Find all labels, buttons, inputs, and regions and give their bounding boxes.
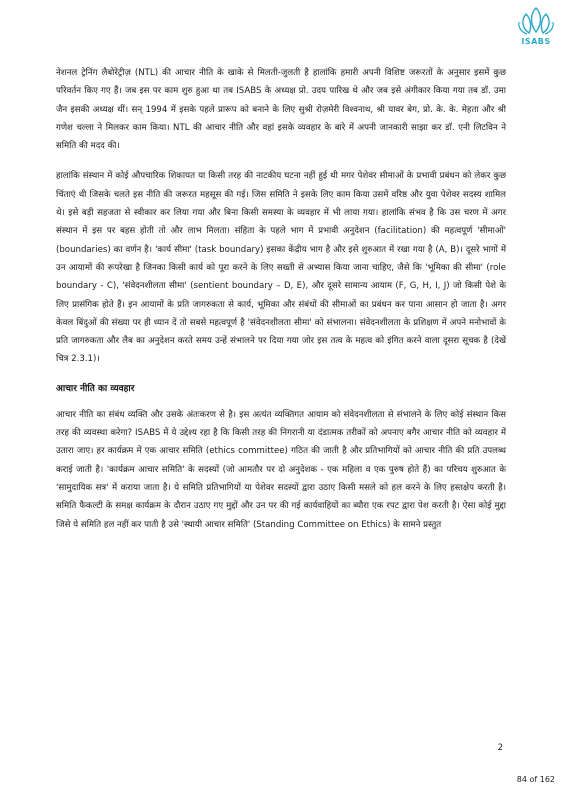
section-heading: आचार नीति का व्यवहार bbox=[56, 383, 135, 394]
page-number: 2 bbox=[497, 743, 503, 753]
logo-text: ISABS bbox=[521, 37, 551, 46]
isabs-logo bbox=[512, 6, 560, 48]
lotus-icon bbox=[516, 6, 556, 36]
paragraph-ntl-origins: नेशनल ट्रेनिंग लैबोरेट्रीज़ (NTL) की आचार नीति के खाके से मिलती-जुलती है हालांकि हमारी अपनी विशिष्ट जरूरतों के अनुसार इसमें कुछ परिवर्तन किए गए हैं। जब इस पर काम शुरु हुआ था तब ISABS के अध्यक्ष प्रो. उदय पारिख थे और जब इसे अंगीकार किया गया तब डॉ. उमा जैन इसकी अध्यक्ष थीं। सन् 1994 में इसके पहले प्रारूप को बनाने के लिए सुश्री रोज़मेरी विश्वनाथ, श्री यावर बेग, प्रो. के. के. मेहता और श्री गणेश चल्ला ने मिलकर काम किया। NTL की आचार नीति और वहां इसके व्यवहार के बारे में अपनी जानकारी साझा कर डॉ. एनी लिटविन ने समिति की मदद की। bbox=[56, 68, 506, 152]
paragraph-boundaries: हालांकि संस्थान में कोई औपचारिक शिकायत या किसी तरह की नाटकीय घटना नहीं हुई थी मगर पेशेवर सीमाओं के प्रभावी प्रबंधन को लेकर कुछ चिंताएं थी जिसके चलते इस नीति की जरूरत महसूस की गई। जिस समिति ने इसके लिए काम किया उसमें वरिष्ठ और युवा पेशेवर सदस्य शामिल थे। इसे बड़ी सहजता से स्वीकार कर लिया गया और बिना किसी समस्या के व्यवहार में भी लाया गया। हालांकि संभव है कि उस चरण में अगर संस्थान में इस पर बहस होती तो और लाभ मिलता। संहिता के पहले भाग में प्रभावी अनुदेशन (facilitation) की महत्वपूर्ण 'सीमाओं' (boundaries) का वर्णन है। 'कार्य सीमा' (task boundary) इसका केंद्रीय भाग है और इसे शुरुआत में रखा गया है (A, B)। दूसरे भागों में उन आयामों की रूपरेखा है जिनका किसी कार्य को पूरा करने के लिए सख्ती से अभ्यास किया जाना चाहिए, जैसे कि 'भूमिका की सीमा' (role boundary - C), 'संवेदनशीलता सीमा' (sentient boundary – D, E), और दूसरे सामान्य आयाम (F, G, H, I, J) जो किसी पेशे के लिए प्रासंगिक होते हैं। इन आयामों के प्रति जागरुकता से कार्य, भूमिका और संबंधों की सीमाओं का प्रबंधन कर पाना आसान हो जाता है। अगर केवल बिंदुओं की संख्या पर ही ध्यान दें तो सबसे महत्वपूर्ण है 'संवेदनशीलता सीमा' को संभालना। संवेदनशीलता के प्रशिक्षण में अपने मनोभावों के प्रति जागरुकता और लैब का अनुदेशन करते समय उन्हें संभालने पर दिया गया जोर इस तत्व के महत्व को इंगित करने वाला दूसरा सूचक है (देखें चित्र 2.3.1)। bbox=[56, 171, 506, 365]
paragraph-ethics-practice: आचार नीति का संबंध व्यक्ति और उसके अंतःकरण से है। इस अत्यंत व्यक्तिगत आयाम को संवेदनशीलता से संभालने के लिए कोई संस्थान किस तरह की व्यवस्था करेगा? ISABS में ये उद्देश्य रहा है कि किसी तरह की निगरानी या दंडात्मक तरीकों को अपनाए बगैर आचार नीति को व्यवहार में उतारा जाए। हर कार्यक्रम में एक आचार समिति (ethics committee) गठित की जाती है और प्रतिभागियों को आचार नीति की प्रति उपलब्ध कराई जाती है। 'कार्यक्रम आचार समिति' के सदस्यों (जो आमतौर पर दो अनुदेशक - एक महिला व एक पुरुष होते हैं) का परिचय शुरुआत के 'सामुदायिक सत्र' में कराया जाता है। ये समिति प्रतिभागियों या पेशेवर सदस्यों द्वारा उठाए किसी मसले को हल करने के लिए हस्तक्षेप करती है। समिति फैकल्टी के समक्ष कार्यक्रम के दौरान उठाए गए मुद्दों और उन पर की गई कार्यवाहियों का ब्यौरा एक रपट द्वारा पेश करती है। ऐसा कोई मुद्दा जिसे ये समिति हल नहीं कर पाती है उसे 'स्थायी आचार समिति' (Standing Committee on Ethics) के सामने प्रस्तुत bbox=[56, 409, 506, 530]
page-counter: 84 of 162 bbox=[516, 775, 555, 784]
document-body bbox=[56, 64, 506, 546]
